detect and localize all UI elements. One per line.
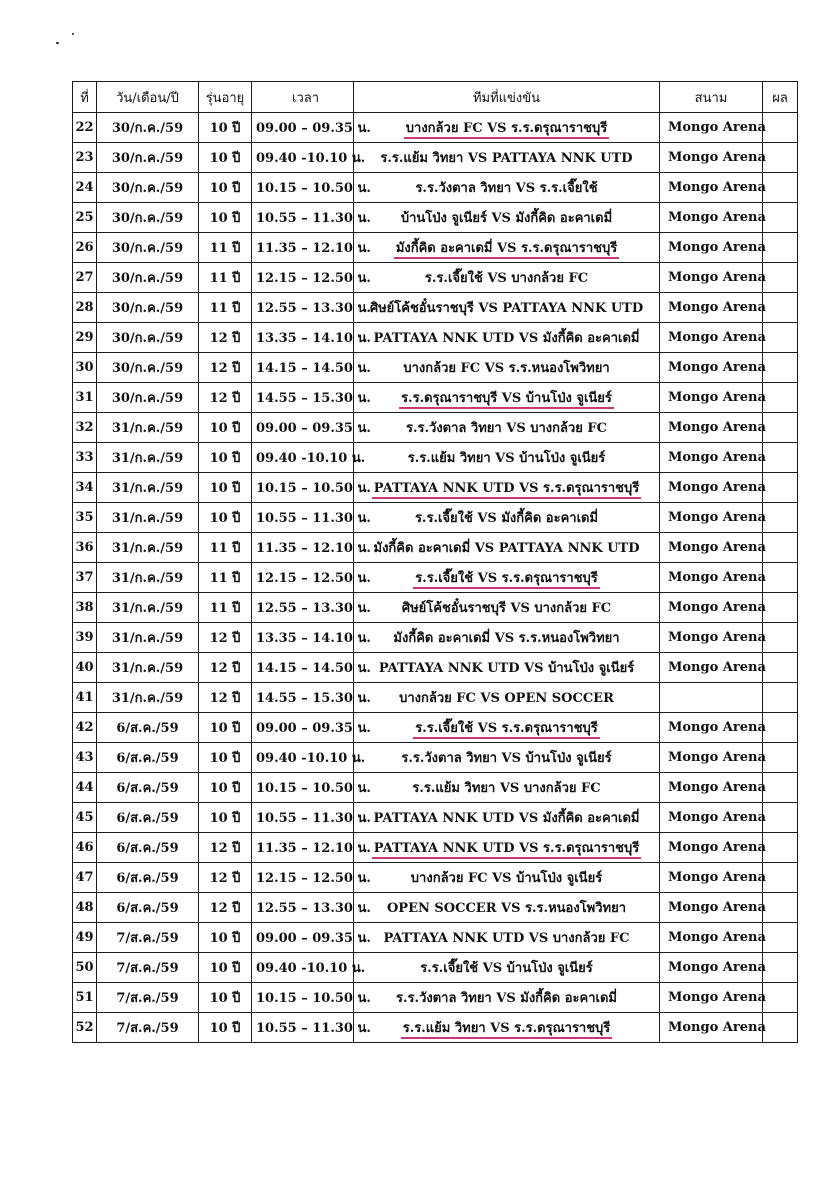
- cell-venue: Mongo Arena: [660, 533, 763, 563]
- cell-match: [354, 803, 660, 833]
- cell-match: [354, 563, 660, 593]
- cell-venue: Mongo Arena: [660, 443, 763, 473]
- cell-result: [763, 593, 798, 623]
- cell-match: [354, 653, 660, 683]
- match-teams: PATTAYA NNK UTD VS บ้านโป่ง จูเนียร์: [378, 661, 635, 676]
- table-row: [73, 983, 798, 1013]
- table-row: [73, 503, 798, 533]
- cell-date: 6/ส.ค./59: [97, 893, 199, 923]
- cell-no: 42: [73, 713, 97, 743]
- cell-no: 36: [73, 533, 97, 563]
- match-teams: ร.ร.วังตาล วิทยา VS บางกล้วย FC: [406, 421, 607, 436]
- match-schedule-table: [72, 81, 798, 1043]
- cell-result: [763, 113, 798, 143]
- cell-no: 47: [73, 863, 97, 893]
- cell-date: 7/ส.ค./59: [97, 983, 199, 1013]
- match-teams: ร.ร.วังตาล วิทยา VS ร.ร.เจี๊ยใช้: [415, 181, 598, 196]
- cell-time: 12.15 – 12.50 น.: [252, 263, 354, 293]
- cell-age-group: 12 ปี: [199, 833, 252, 863]
- match-teams: PATTAYA NNK UTD VS มังกี้คิด อะคาเดมี่: [373, 331, 640, 346]
- cell-result: [763, 623, 798, 653]
- cell-time: 14.55 – 15.30 น.: [252, 683, 354, 713]
- cell-match: [354, 353, 660, 383]
- header-time: เวลา: [252, 82, 354, 113]
- cell-result: [763, 233, 798, 263]
- table-row: [73, 953, 798, 983]
- cell-result: [763, 863, 798, 893]
- header-date: วัน/เดือน/ปี: [97, 82, 199, 113]
- cell-no: 32: [73, 413, 97, 443]
- table-row: [73, 413, 798, 443]
- cell-match: [354, 893, 660, 923]
- cell-time: 11.35 – 12.10 น.: [252, 533, 354, 563]
- cell-time: 10.15 – 10.50 น.: [252, 773, 354, 803]
- cell-age-group: 11 ปี: [199, 263, 252, 293]
- cell-venue: Mongo Arena: [660, 413, 763, 443]
- table-row: [73, 593, 798, 623]
- cell-age-group: 11 ปี: [199, 593, 252, 623]
- match-teams: OPEN SOCCER VS ร.ร.หนองโพวิทยา: [386, 901, 627, 916]
- cell-result: [763, 953, 798, 983]
- cell-result: [763, 833, 798, 863]
- cell-result: [763, 353, 798, 383]
- cell-venue: Mongo Arena: [660, 593, 763, 623]
- table-row: [73, 653, 798, 683]
- match-teams: ร.ร.แย้ม วิทยา VS ร.ร.ดรุณาราชบุรี: [401, 1021, 613, 1039]
- cell-no: 41: [73, 683, 97, 713]
- cell-time: 12.55 – 13.30 น.: [252, 293, 354, 323]
- cell-venue: Mongo Arena: [660, 323, 763, 353]
- cell-venue: Mongo Arena: [660, 263, 763, 293]
- table-row: [73, 713, 798, 743]
- match-teams: บางกล้วย FC VS OPEN SOCCER: [399, 691, 614, 706]
- cell-venue: Mongo Arena: [660, 353, 763, 383]
- match-teams: ร.ร.แย้ม วิทยา VS บ้านโป่ง จูเนียร์: [407, 451, 606, 466]
- cell-date: 31/ก.ค./59: [97, 683, 199, 713]
- cell-result: [763, 713, 798, 743]
- cell-time: 14.15 – 14.50 น.: [252, 353, 354, 383]
- cell-time: 09.40 -10.10 น.: [252, 953, 354, 983]
- cell-date: 31/ก.ค./59: [97, 413, 199, 443]
- cell-date: 30/ก.ค./59: [97, 353, 199, 383]
- match-teams: ร.ร.เจี๊ยใช้ VS ร.ร.ดรุณาราชบุรี: [413, 721, 600, 739]
- cell-age-group: 11 ปี: [199, 563, 252, 593]
- table-row: [73, 143, 798, 173]
- cell-age-group: 10 ปี: [199, 1013, 252, 1043]
- cell-date: 30/ก.ค./59: [97, 263, 199, 293]
- table-row: [73, 323, 798, 353]
- cell-venue: Mongo Arena: [660, 473, 763, 503]
- cell-date: 6/ส.ค./59: [97, 863, 199, 893]
- cell-venue: Mongo Arena: [660, 983, 763, 1013]
- cell-no: 44: [73, 773, 97, 803]
- table-row: [73, 683, 798, 713]
- cell-no: 48: [73, 893, 97, 923]
- cell-match: [354, 263, 660, 293]
- cell-age-group: 10 ปี: [199, 203, 252, 233]
- cell-age-group: 10 ปี: [199, 953, 252, 983]
- cell-result: [763, 413, 798, 443]
- table-row: [73, 623, 798, 653]
- cell-no: 40: [73, 653, 97, 683]
- scan-speck: [72, 33, 74, 35]
- cell-no: 45: [73, 803, 97, 833]
- cell-time: 14.55 – 15.30 น.: [252, 383, 354, 413]
- cell-age-group: 12 ปี: [199, 653, 252, 683]
- cell-date: 31/ก.ค./59: [97, 443, 199, 473]
- cell-age-group: 12 ปี: [199, 383, 252, 413]
- cell-no: 29: [73, 323, 97, 353]
- cell-venue: Mongo Arena: [660, 233, 763, 263]
- cell-result: [763, 173, 798, 203]
- match-teams: มังกี้คิด อะคาเดมี่ VS ร.ร.หนองโพวิทยา: [393, 631, 620, 646]
- cell-date: 31/ก.ค./59: [97, 563, 199, 593]
- cell-no: 28: [73, 293, 97, 323]
- cell-time: 13.35 – 14.10 น.: [252, 623, 354, 653]
- table-row: [73, 923, 798, 953]
- table-row: [73, 353, 798, 383]
- cell-result: [763, 773, 798, 803]
- table-row: [73, 233, 798, 263]
- table-row: [73, 263, 798, 293]
- match-teams: ร.ร.เจี๊ยใช้ VS ร.ร.ดรุณาราชบุรี: [413, 571, 600, 589]
- cell-date: 30/ก.ค./59: [97, 113, 199, 143]
- cell-venue: Mongo Arena: [660, 833, 763, 863]
- cell-venue: Mongo Arena: [660, 563, 763, 593]
- cell-match: [354, 443, 660, 473]
- header-result: ผล: [763, 82, 798, 113]
- cell-result: [763, 563, 798, 593]
- header-row: [73, 82, 798, 113]
- cell-venue: Mongo Arena: [660, 173, 763, 203]
- cell-time: 09.40 -10.10 น.: [252, 443, 354, 473]
- cell-no: 49: [73, 923, 97, 953]
- cell-time: 09.00 – 09.35 น.: [252, 713, 354, 743]
- cell-time: 11.35 – 12.10 น.: [252, 833, 354, 863]
- table-row: [73, 563, 798, 593]
- match-teams: มังกี้คิด อะคาเดมี่ VS PATTAYA NNK UTD: [373, 541, 640, 556]
- cell-age-group: 12 ปี: [199, 323, 252, 353]
- cell-age-group: 12 ปี: [199, 893, 252, 923]
- cell-result: [763, 473, 798, 503]
- cell-match: [354, 293, 660, 323]
- cell-result: [763, 893, 798, 923]
- cell-match: [354, 923, 660, 953]
- cell-age-group: 10 ปี: [199, 503, 252, 533]
- cell-no: 34: [73, 473, 97, 503]
- cell-result: [763, 743, 798, 773]
- cell-date: 30/ก.ค./59: [97, 203, 199, 233]
- cell-time: 09.00 – 09.35 น.: [252, 113, 354, 143]
- scan-speck: [56, 42, 59, 44]
- cell-match: [354, 983, 660, 1013]
- cell-time: 09.40 -10.10 น.: [252, 143, 354, 173]
- cell-venue: Mongo Arena: [660, 803, 763, 833]
- cell-date: 30/ก.ค./59: [97, 293, 199, 323]
- table-row: [73, 473, 798, 503]
- cell-date: 30/ก.ค./59: [97, 383, 199, 413]
- table-row: [73, 173, 798, 203]
- cell-date: 31/ก.ค./59: [97, 533, 199, 563]
- cell-age-group: 11 ปี: [199, 533, 252, 563]
- cell-result: [763, 383, 798, 413]
- cell-no: 38: [73, 593, 97, 623]
- cell-date: 31/ก.ค./59: [97, 593, 199, 623]
- cell-no: 24: [73, 173, 97, 203]
- cell-age-group: 12 ปี: [199, 863, 252, 893]
- match-teams: ร.ร.แย้ม วิทยา VS บางกล้วย FC: [412, 781, 601, 796]
- cell-age-group: 10 ปี: [199, 923, 252, 953]
- match-teams: ร.ร.เจี๊ยใช้ VS มังกี้คิด อะคาเดมี่: [414, 511, 599, 526]
- cell-date: 30/ก.ค./59: [97, 143, 199, 173]
- cell-venue: Mongo Arena: [660, 953, 763, 983]
- cell-time: 10.55 – 11.30 น.: [252, 1013, 354, 1043]
- cell-match: [354, 503, 660, 533]
- match-teams: ร.ร.แย้ม วิทยา VS PATTAYA NNK UTD: [380, 151, 633, 166]
- header-venue: สนาม: [660, 82, 763, 113]
- cell-match: [354, 953, 660, 983]
- header-match: ทีมที่แข่งขัน: [354, 82, 660, 113]
- cell-no: 35: [73, 503, 97, 533]
- match-teams: PATTAYA NNK UTD VS มังกี้คิด อะคาเดมี่: [373, 811, 640, 826]
- cell-time: 13.35 – 14.10 น.: [252, 323, 354, 353]
- cell-time: 12.55 – 13.30 น.: [252, 593, 354, 623]
- match-teams: PATTAYA NNK UTD VS บางกล้วย FC: [383, 931, 630, 946]
- cell-venue: Mongo Arena: [660, 293, 763, 323]
- cell-venue: Mongo Arena: [660, 113, 763, 143]
- cell-date: 6/ส.ค./59: [97, 773, 199, 803]
- cell-age-group: 10 ปี: [199, 773, 252, 803]
- match-teams: บางกล้วย FC VS บ้านโป่ง จูเนียร์: [410, 871, 603, 886]
- cell-match: [354, 383, 660, 413]
- cell-no: 26: [73, 233, 97, 263]
- cell-match: [354, 413, 660, 443]
- table-row: [73, 293, 798, 323]
- cell-no: 37: [73, 563, 97, 593]
- cell-match: [354, 113, 660, 143]
- match-teams: บางกล้วย FC VS ร.ร.หนองโพวิทยา: [403, 361, 610, 376]
- cell-venue: Mongo Arena: [660, 503, 763, 533]
- cell-match: [354, 683, 660, 713]
- cell-age-group: 12 ปี: [199, 683, 252, 713]
- match-teams: PATTAYA NNK UTD VS ร.ร.ดรุณาราชบุรี: [372, 841, 641, 859]
- cell-result: [763, 323, 798, 353]
- cell-no: 50: [73, 953, 97, 983]
- cell-result: [763, 653, 798, 683]
- cell-no: 30: [73, 353, 97, 383]
- cell-age-group: 10 ปี: [199, 743, 252, 773]
- cell-time: 09.00 – 09.35 น.: [252, 923, 354, 953]
- match-teams: บางกล้วย FC VS ร.ร.ดรุณาราชบุรี: [404, 121, 609, 139]
- cell-time: 09.00 – 09.35 น.: [252, 413, 354, 443]
- cell-result: [763, 293, 798, 323]
- cell-venue: [660, 683, 763, 713]
- cell-venue: Mongo Arena: [660, 893, 763, 923]
- table-row: [73, 833, 798, 863]
- table-row: [73, 383, 798, 413]
- match-teams: ร.ร.วังตาล วิทยา VS บ้านโป่ง จูเนียร์: [401, 751, 612, 766]
- table-row: [73, 863, 798, 893]
- match-teams: ร.ร.วังตาล วิทยา VS มังกี้คิด อะคาเดมี่: [396, 991, 617, 1006]
- cell-date: 7/ส.ค./59: [97, 1013, 199, 1043]
- cell-date: 6/ส.ค./59: [97, 713, 199, 743]
- cell-match: [354, 173, 660, 203]
- cell-date: 31/ก.ค./59: [97, 473, 199, 503]
- cell-age-group: 10 ปี: [199, 473, 252, 503]
- cell-venue: Mongo Arena: [660, 863, 763, 893]
- cell-time: 09.40 -10.10 น.: [252, 743, 354, 773]
- cell-match: [354, 863, 660, 893]
- match-teams: PATTAYA NNK UTD VS ร.ร.ดรุณาราชบุรี: [372, 481, 641, 499]
- table-row: [73, 113, 798, 143]
- cell-match: [354, 833, 660, 863]
- match-teams: บ้านโป่ง จูเนียร์ VS มังกี้คิด อะคาเดมี่: [400, 211, 613, 226]
- cell-no: 23: [73, 143, 97, 173]
- cell-date: 31/ก.ค./59: [97, 623, 199, 653]
- cell-age-group: 10 ปี: [199, 143, 252, 173]
- table-row: [73, 803, 798, 833]
- cell-time: 12.15 – 12.50 น.: [252, 563, 354, 593]
- cell-match: [354, 203, 660, 233]
- cell-venue: Mongo Arena: [660, 923, 763, 953]
- cell-match: [354, 593, 660, 623]
- cell-no: 46: [73, 833, 97, 863]
- cell-age-group: 10 ปี: [199, 173, 252, 203]
- cell-venue: Mongo Arena: [660, 623, 763, 653]
- match-teams: มังกี้คิด อะคาเดมี่ VS ร.ร.ดรุณาราชบุรี: [394, 241, 619, 259]
- cell-date: 31/ก.ค./59: [97, 653, 199, 683]
- cell-venue: Mongo Arena: [660, 653, 763, 683]
- cell-age-group: 10 ปี: [199, 983, 252, 1013]
- cell-no: 39: [73, 623, 97, 653]
- cell-date: 6/ส.ค./59: [97, 803, 199, 833]
- cell-match: [354, 143, 660, 173]
- match-teams: ศิษย์โค้ชอั๋นราชบุรี VS PATTAYA NNK UTD: [369, 301, 644, 316]
- match-teams: ร.ร.ดรุณาราชบุรี VS บ้านโป่ง จูเนียร์: [399, 391, 614, 409]
- match-teams: ร.ร.เจี๊ยใช้ VS บางกล้วย FC: [424, 271, 589, 286]
- cell-time: 12.55 – 13.30 น.: [252, 893, 354, 923]
- cell-result: [763, 1013, 798, 1043]
- cell-age-group: 11 ปี: [199, 293, 252, 323]
- cell-venue: Mongo Arena: [660, 383, 763, 413]
- cell-no: 33: [73, 443, 97, 473]
- match-teams: ร.ร.เจี๊ยใช้ VS บ้านโป่ง จูเนียร์: [420, 961, 593, 976]
- header-age: รุ่นอายุ: [199, 82, 252, 113]
- cell-date: 7/ส.ค./59: [97, 923, 199, 953]
- table-row: [73, 533, 798, 563]
- cell-no: 22: [73, 113, 97, 143]
- cell-result: [763, 443, 798, 473]
- cell-date: 30/ก.ค./59: [97, 173, 199, 203]
- cell-date: 6/ส.ค./59: [97, 743, 199, 773]
- cell-venue: Mongo Arena: [660, 1013, 763, 1043]
- header-no: ที่: [73, 82, 97, 113]
- cell-match: [354, 233, 660, 263]
- cell-match: [354, 533, 660, 563]
- cell-date: 31/ก.ค./59: [97, 503, 199, 533]
- cell-date: 6/ส.ค./59: [97, 833, 199, 863]
- cell-date: 7/ส.ค./59: [97, 953, 199, 983]
- cell-result: [763, 983, 798, 1013]
- cell-result: [763, 503, 798, 533]
- cell-result: [763, 923, 798, 953]
- cell-date: 30/ก.ค./59: [97, 323, 199, 353]
- cell-result: [763, 533, 798, 563]
- cell-match: [354, 773, 660, 803]
- cell-result: [763, 203, 798, 233]
- table-row: [73, 773, 798, 803]
- cell-no: 51: [73, 983, 97, 1013]
- cell-result: [763, 263, 798, 293]
- table-row: [73, 1013, 798, 1043]
- cell-result: [763, 143, 798, 173]
- cell-age-group: 10 ปี: [199, 413, 252, 443]
- cell-date: 30/ก.ค./59: [97, 233, 199, 263]
- cell-no: 43: [73, 743, 97, 773]
- cell-age-group: 10 ปี: [199, 713, 252, 743]
- cell-match: [354, 473, 660, 503]
- cell-time: 10.55 – 11.30 น.: [252, 803, 354, 833]
- cell-no: 27: [73, 263, 97, 293]
- cell-age-group: 12 ปี: [199, 353, 252, 383]
- cell-venue: Mongo Arena: [660, 713, 763, 743]
- cell-no: 52: [73, 1013, 97, 1043]
- cell-age-group: 11 ปี: [199, 233, 252, 263]
- cell-time: 11.35 – 12.10 น.: [252, 233, 354, 263]
- cell-time: 12.15 – 12.50 น.: [252, 863, 354, 893]
- cell-match: [354, 743, 660, 773]
- cell-match: [354, 623, 660, 653]
- cell-no: 25: [73, 203, 97, 233]
- cell-age-group: 10 ปี: [199, 113, 252, 143]
- cell-match: [354, 1013, 660, 1043]
- cell-time: 14.15 – 14.50 น.: [252, 653, 354, 683]
- cell-time: 10.15 – 10.50 น.: [252, 983, 354, 1013]
- match-teams: ศิษย์โค้ชอั๋นราชบุรี VS บางกล้วย FC: [401, 601, 612, 616]
- table-row: [73, 443, 798, 473]
- cell-match: [354, 323, 660, 353]
- cell-time: 10.15 – 10.50 น.: [252, 173, 354, 203]
- cell-result: [763, 683, 798, 713]
- cell-time: 10.15 – 10.50 น.: [252, 473, 354, 503]
- table-row: [73, 743, 798, 773]
- table-row: [73, 893, 798, 923]
- cell-venue: Mongo Arena: [660, 203, 763, 233]
- cell-venue: Mongo Arena: [660, 743, 763, 773]
- cell-venue: Mongo Arena: [660, 143, 763, 173]
- table-row: [73, 203, 798, 233]
- cell-match: [354, 713, 660, 743]
- cell-no: 31: [73, 383, 97, 413]
- cell-age-group: 12 ปี: [199, 623, 252, 653]
- cell-age-group: 10 ปี: [199, 443, 252, 473]
- cell-time: 10.55 – 11.30 น.: [252, 203, 354, 233]
- cell-age-group: 10 ปี: [199, 803, 252, 833]
- cell-time: 10.55 – 11.30 น.: [252, 503, 354, 533]
- cell-result: [763, 803, 798, 833]
- cell-venue: Mongo Arena: [660, 773, 763, 803]
